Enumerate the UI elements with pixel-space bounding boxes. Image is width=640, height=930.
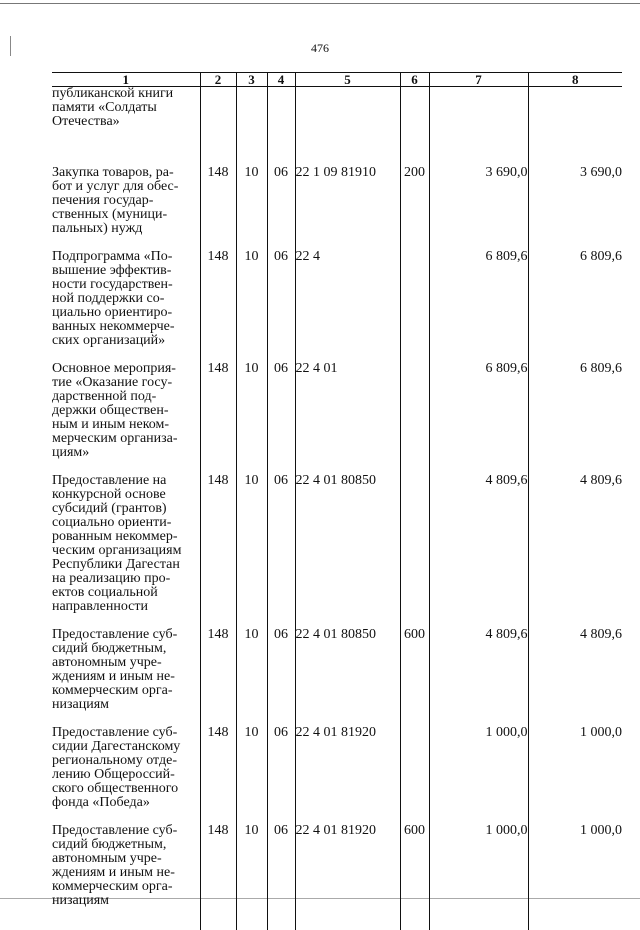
expense-type-cell: 600 <box>400 628 429 726</box>
amount-col7-cell <box>429 87 528 167</box>
item-name-line: Предоставление суб- <box>52 726 200 740</box>
item-name-line: ственных (муници- <box>52 208 200 222</box>
section-cell: 10 <box>236 250 267 362</box>
target-article-cell: 22 4 <box>295 250 400 362</box>
header-row <box>52 73 622 87</box>
amount-col8-cell: 4 809,6 <box>528 628 622 726</box>
item-name-line: дарственной под- <box>52 390 200 404</box>
amount-col7-cell: 1 000,0 <box>429 726 528 824</box>
target-article-cell: 22 4 01 <box>295 362 400 474</box>
target-article-cell <box>295 87 400 167</box>
table-row <box>52 166 622 250</box>
table-row <box>52 726 622 824</box>
item-name-line: печения государ- <box>52 194 200 208</box>
amount-col8-cell: 4 809,6 <box>528 474 622 628</box>
expense-type-cell <box>400 87 429 167</box>
item-name-line: конкурсной основе <box>52 488 200 502</box>
target-article-cell: 22 1 09 81910 <box>295 166 400 250</box>
item-name-line: коммерческим орга- <box>52 880 200 894</box>
table-row <box>52 362 622 474</box>
item-name-line: Республики Дагестан <box>52 558 200 572</box>
item-name-line: социально ориенти- <box>52 516 200 530</box>
item-name-cell <box>52 628 200 726</box>
expense-type-cell: 600 <box>400 824 429 930</box>
item-name-line: сидии Дагестанскому <box>52 740 200 754</box>
item-name-cell <box>52 166 200 250</box>
section-cell: 10 <box>236 824 267 930</box>
expense-type-cell: 200 <box>400 166 429 250</box>
item-name-line: региональному отде- <box>52 754 200 768</box>
admin-code-cell: 148 <box>200 726 236 824</box>
column-header-8: 8 <box>528 73 622 87</box>
scan-top-edge <box>0 3 640 4</box>
column-header-2: 2 <box>200 73 236 87</box>
amount-col8-cell: 1 000,0 <box>528 726 622 824</box>
admin-code-cell: 148 <box>200 362 236 474</box>
item-name-line: ских организаций» <box>52 334 200 348</box>
section-cell <box>236 87 267 167</box>
amount-col7-cell: 1 000,0 <box>429 824 528 930</box>
item-name-line: тие «Оказание госу- <box>52 376 200 390</box>
section-cell: 10 <box>236 726 267 824</box>
table-body <box>52 87 622 930</box>
admin-code-cell: 148 <box>200 250 236 362</box>
item-name-line: Предоставление суб- <box>52 824 200 838</box>
table-row <box>52 474 622 628</box>
item-name-line: ждениям и иным не- <box>52 670 200 684</box>
amount-col8-cell: 3 690,0 <box>528 166 622 250</box>
amount-col7-cell: 4 809,6 <box>429 474 528 628</box>
item-name-line: ектов социальной <box>52 586 200 600</box>
item-name-line: субсидий (грантов) <box>52 502 200 516</box>
item-name-line: Отечества» <box>52 115 200 129</box>
table-row <box>52 824 622 930</box>
amount-col7-cell: 6 809,6 <box>429 250 528 362</box>
table-row <box>52 87 622 167</box>
item-name-cell <box>52 362 200 474</box>
admin-code-cell: 148 <box>200 628 236 726</box>
item-name-line: памяти «Солдаты <box>52 101 200 115</box>
amount-col7-cell: 3 690,0 <box>429 166 528 250</box>
expense-type-cell <box>400 726 429 824</box>
subsection-cell: 06 <box>267 628 295 726</box>
column-header-3: 3 <box>236 73 267 87</box>
item-name-line: лению Общероссий- <box>52 768 200 782</box>
budget-table <box>52 72 622 930</box>
expense-type-cell <box>400 250 429 362</box>
item-name-line: ванных некоммерче- <box>52 320 200 334</box>
item-name-line: пальных) нужд <box>52 222 200 236</box>
item-name-line: сидий бюджетным, <box>52 838 200 852</box>
target-article-cell: 22 4 01 81920 <box>295 726 400 824</box>
item-name-line: ского общественного <box>52 782 200 796</box>
item-name-line: рованным некоммер- <box>52 530 200 544</box>
column-header-4: 4 <box>267 73 295 87</box>
amount-col7-cell: 4 809,6 <box>429 628 528 726</box>
subsection-cell: 06 <box>267 250 295 362</box>
target-article-cell: 22 4 01 80850 <box>295 474 400 628</box>
section-cell: 10 <box>236 474 267 628</box>
item-name-line: автономным учре- <box>52 852 200 866</box>
item-name-line: Предоставление суб- <box>52 628 200 642</box>
item-name-line: низациям <box>52 698 200 712</box>
amount-col8-cell: 6 809,6 <box>528 250 622 362</box>
item-name-line: автономным учре- <box>52 656 200 670</box>
admin-code-cell: 148 <box>200 166 236 250</box>
item-name-line: держки обществен- <box>52 404 200 418</box>
subsection-cell: 06 <box>267 166 295 250</box>
item-name-cell <box>52 824 200 930</box>
item-name-cell <box>52 250 200 362</box>
expense-type-cell <box>400 362 429 474</box>
subsection-cell: 06 <box>267 726 295 824</box>
column-header-7: 7 <box>429 73 528 87</box>
item-name-line: ным и иным неком- <box>52 418 200 432</box>
section-cell: 10 <box>236 166 267 250</box>
item-name-line: направленности <box>52 600 200 614</box>
item-name-line: фонда «Победа» <box>52 796 200 810</box>
column-header-5: 5 <box>295 73 400 87</box>
subsection-cell <box>267 87 295 167</box>
section-cell: 10 <box>236 362 267 474</box>
target-article-cell: 22 4 01 80850 <box>295 628 400 726</box>
page-number: 476 <box>0 41 640 56</box>
item-name-line: Закупка товаров, ра- <box>52 166 200 180</box>
item-name-cell <box>52 87 200 167</box>
item-name-cell <box>52 474 200 628</box>
amount-col7-cell: 6 809,6 <box>429 362 528 474</box>
item-name-line: вышение эффектив- <box>52 264 200 278</box>
column-header-6: 6 <box>400 73 429 87</box>
item-name-line: циям» <box>52 446 200 460</box>
subsection-cell: 06 <box>267 362 295 474</box>
item-name-line: публиканской книги <box>52 87 200 101</box>
column-header-1: 1 <box>52 73 200 87</box>
amount-col8-cell: 6 809,6 <box>528 362 622 474</box>
table-row <box>52 250 622 362</box>
item-name-line: циально ориентиро- <box>52 306 200 320</box>
item-name-line: низациям <box>52 894 200 908</box>
admin-code-cell: 148 <box>200 474 236 628</box>
amount-col8-cell: 1 000,0 <box>528 824 622 930</box>
item-name-cell <box>52 726 200 824</box>
item-name-line: мерческим организа- <box>52 432 200 446</box>
table-row <box>52 628 622 726</box>
admin-code-cell <box>200 87 236 167</box>
subsection-cell: 06 <box>267 474 295 628</box>
item-name-line: ждениям и иным не- <box>52 866 200 880</box>
amount-col8-cell <box>528 87 622 167</box>
item-name-line: ности государствен- <box>52 278 200 292</box>
item-name-line: коммерческим орга- <box>52 684 200 698</box>
item-name-line: Предоставление на <box>52 474 200 488</box>
section-cell: 10 <box>236 628 267 726</box>
item-name-line: Подпрограмма «По- <box>52 250 200 264</box>
item-name-line: ной поддержки со- <box>52 292 200 306</box>
item-name-line: ческим организациям <box>52 544 200 558</box>
subsection-cell: 06 <box>267 824 295 930</box>
item-name-line: на реализацию про- <box>52 572 200 586</box>
admin-code-cell: 148 <box>200 824 236 930</box>
item-name-line: сидий бюджетным, <box>52 642 200 656</box>
item-name-line: бот и услуг для обес- <box>52 180 200 194</box>
item-name-line: Основное мероприя- <box>52 362 200 376</box>
expense-type-cell <box>400 474 429 628</box>
target-article-cell: 22 4 01 81920 <box>295 824 400 930</box>
